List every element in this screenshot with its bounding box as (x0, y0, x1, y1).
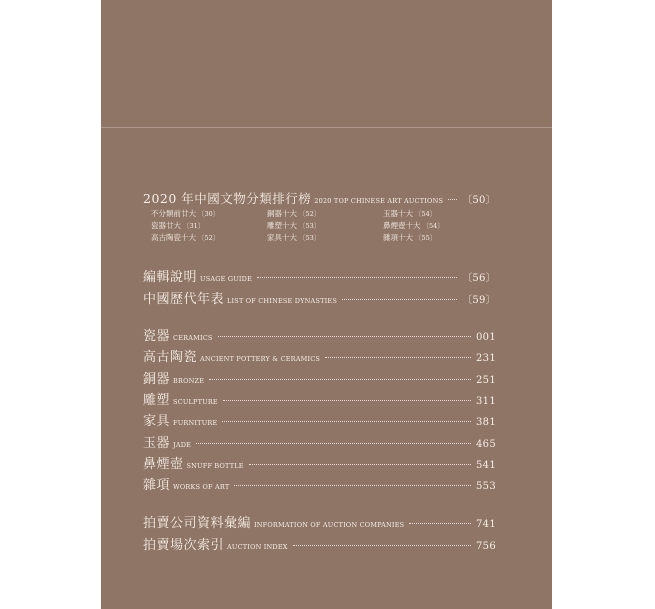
toc-zh-title: 鼻煙壺 (143, 457, 184, 472)
sub-entry-label: 銅器十大 (267, 209, 297, 218)
toc-page-number: 311 (476, 396, 496, 407)
page-fold-line (101, 127, 552, 128)
sub-entry[interactable] (151, 208, 219, 219)
leader-dots (325, 357, 471, 358)
toc-page-number: 465 (476, 439, 496, 450)
sub-entry-label: 高古陶瓷十大 (151, 233, 196, 242)
leader-dots (218, 336, 471, 337)
sub-entry-page: 〔53〕 (299, 234, 321, 242)
toc-zh-title: 銅器 (143, 372, 171, 387)
sub-entry-page: 〔54〕 (415, 210, 437, 218)
sub-entry-label: 鼻煙壺十大 (383, 221, 421, 230)
toc-page-number: 741 (476, 519, 496, 530)
sub-entry-page: 〔52〕 (299, 210, 321, 218)
sub-entry-page: 〔52〕 (198, 234, 220, 242)
leader-dots (249, 464, 471, 465)
toc-page-number: 〔50〕 (462, 195, 496, 206)
toc-en-title: USAGE GUIDE (200, 275, 253, 283)
leader-dots (448, 199, 457, 200)
leader-dots (234, 485, 471, 486)
toc-en-title: AUCTION INDEX (227, 543, 288, 551)
toc-entry-usage-guide[interactable] (143, 266, 496, 285)
sub-entry[interactable] (151, 232, 219, 243)
toc-en-title: ANCIENT POTTERY & CERAMICS (200, 355, 321, 363)
sub-entry-label: 家具十大 (267, 233, 297, 242)
toc-en-title: FURNITURE (173, 419, 218, 427)
sub-entry-page: 〔54〕 (422, 222, 444, 230)
toc-zh-title: 編輯說明 (143, 270, 198, 285)
leader-dots (222, 421, 471, 422)
toc-zh-title: 雜項 (143, 478, 171, 493)
leader-dots (257, 277, 457, 278)
toc-zh-title: 拍賣公司資料彙編 (143, 516, 252, 531)
sub-entry-label: 不分類前廿大 (151, 209, 196, 218)
sub-entry-label: 玉器十大 (383, 209, 413, 218)
toc-en-title: 2020 TOP CHINESE ART AUCTIONS (314, 197, 444, 205)
sub-entry-page: 〔55〕 (415, 234, 437, 242)
sub-entry-page: 〔30〕 (198, 210, 220, 218)
sub-entry[interactable] (267, 220, 320, 231)
sub-entry[interactable] (383, 232, 436, 243)
toc-entry-auction-index[interactable] (143, 534, 496, 553)
sub-entry-label: 瓷器廿大 (151, 221, 181, 230)
toc-en-title: SCULPTURE (173, 398, 218, 406)
toc-zh-title: 拍賣場次索引 (143, 538, 225, 553)
toc-entry-top-auctions[interactable] (143, 189, 496, 207)
sub-entry[interactable] (151, 220, 204, 231)
toc-entry-auction-companies[interactable] (143, 512, 496, 531)
toc-page-number: 251 (476, 375, 496, 386)
toc-zh-title: 瓷器 (143, 329, 171, 344)
leader-dots (209, 379, 471, 380)
toc-page-number: 756 (476, 541, 496, 552)
toc-page-number: 〔56〕 (462, 273, 496, 284)
toc-zh-title: 2020 年中國文物分類排行榜 (143, 191, 312, 206)
toc-entry-ceramics[interactable] (143, 325, 496, 344)
sub-entry-page: 〔53〕 (299, 222, 321, 230)
toc-page-number: 541 (476, 460, 496, 471)
toc-en-title: BRONZE (173, 377, 205, 385)
toc-zh-title: 雕塑 (143, 393, 171, 408)
sub-entry-page: 〔31〕 (183, 222, 205, 230)
toc-page-number: 001 (476, 332, 496, 343)
sub-entry[interactable] (267, 208, 320, 219)
leader-dots (196, 443, 471, 444)
toc-entry-sculpture[interactable] (143, 389, 496, 408)
sub-entry[interactable] (383, 208, 436, 219)
leader-dots (409, 523, 471, 524)
toc-en-title: INFORMATION OF AUCTION COMPANIES (254, 521, 405, 529)
sub-entry-label: 雜項十大 (383, 233, 413, 242)
toc-zh-title: 中國歷代年表 (143, 292, 225, 307)
toc-entry-snuff-bottle[interactable] (143, 453, 496, 472)
toc-en-title: WORKS OF ART (173, 483, 230, 491)
sub-entry[interactable] (383, 220, 444, 231)
toc-page-number: 231 (476, 353, 496, 364)
contents-page (101, 0, 552, 609)
toc-entry-jade[interactable] (143, 432, 496, 451)
toc-en-title: CERAMICS (173, 334, 213, 342)
toc-en-title: JADE (173, 441, 192, 449)
toc-en-title: LIST OF CHINESE DYNASTIES (227, 297, 338, 305)
toc-page-number: 381 (476, 417, 496, 428)
sub-entry-label: 雕塑十大 (267, 221, 297, 230)
leader-dots (293, 545, 471, 546)
toc-zh-title: 高古陶瓷 (143, 350, 198, 365)
toc-zh-title: 家具 (143, 414, 171, 429)
toc-entry-works-of-art[interactable] (143, 474, 496, 493)
toc-entry-bronze[interactable] (143, 368, 496, 387)
toc-en-title: SNUFF BOTTLE (186, 462, 244, 470)
leader-dots (223, 400, 471, 401)
toc-zh-title: 玉器 (143, 436, 171, 451)
toc-page-number: 〔59〕 (462, 295, 496, 306)
toc-entry-furniture[interactable] (143, 410, 496, 429)
leader-dots (342, 299, 457, 300)
toc-entry-dynasties[interactable] (143, 288, 496, 307)
toc-entry-ancient-pottery[interactable] (143, 346, 496, 365)
toc-page-number: 553 (476, 481, 496, 492)
sub-entry[interactable] (267, 232, 320, 243)
